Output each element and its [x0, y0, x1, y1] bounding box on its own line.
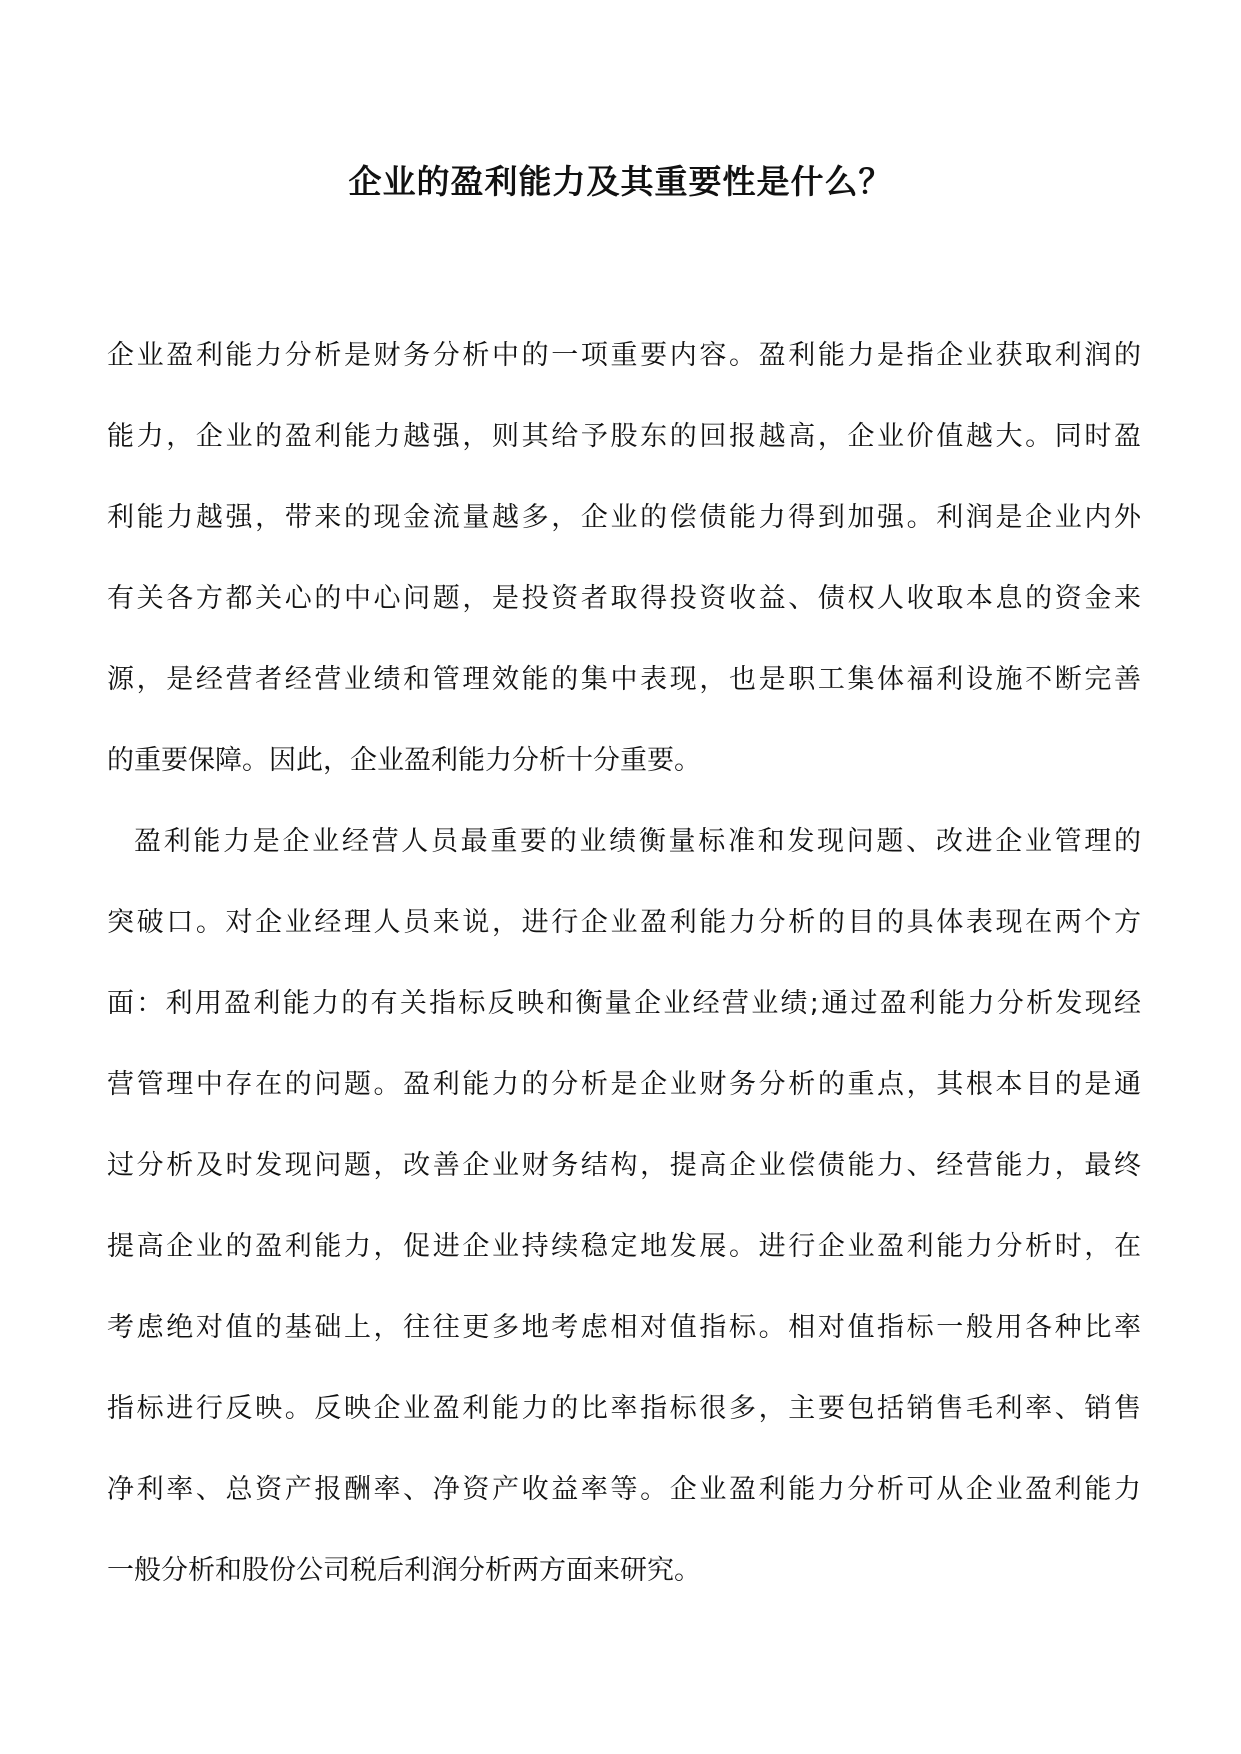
paragraph-line: 面：利用盈利能力的有关指标反映和衡量企业经营业绩;通过盈利能力分析发现经 [107, 988, 1141, 1019]
paragraph-line: 突破口。对企业经理人员来说，进行企业盈利能力分析的目的具体表现在两个方 [107, 907, 1141, 938]
paragraph-line: 指标进行反映。反映企业盈利能力的比率指标很多，主要包括销售毛利率、销售 [107, 1393, 1141, 1424]
paragraph-line: 的重要保障。因此，企业盈利能力分析十分重要。 [107, 745, 701, 776]
paragraph-line: 一般分析和股份公司税后利润分析两方面来研究。 [107, 1555, 701, 1586]
paragraph-line: 利能力越强，带来的现金流量越多，企业的偿债能力得到加强。利润是企业内外 [107, 502, 1141, 533]
document-title: 企业的盈利能力及其重要性是什么？ [348, 162, 893, 201]
paragraph-line: 有关各方都关心的中心问题，是投资者取得投资收益、债权人收取本息的资金来 [107, 583, 1141, 614]
paragraph-1 [107, 340, 1141, 826]
paragraph-line: 企业盈利能力分析是财务分析中的一项重要内容。盈利能力是指企业获取利润的 [107, 340, 1141, 371]
paragraph-line: 考虑绝对值的基础上，往往更多地考虑相对值指标。相对值指标一般用各种比率 [107, 1312, 1141, 1343]
paragraph-line: 净利率、总资产报酬率、净资产收益率等。企业盈利能力分析可从企业盈利能力 [107, 1474, 1141, 1505]
paragraph-line: 营管理中存在的问题。盈利能力的分析是企业财务分析的重点，其根本目的是通 [107, 1069, 1141, 1100]
paragraph-2 [107, 826, 1141, 1636]
paragraph-line: 盈利能力是企业经营人员最重要的业绩衡量标准和发现问题、改进企业管理的 [134, 826, 1141, 857]
paragraph-line: 能力，企业的盈利能力越强，则其给予股东的回报越高，企业价值越大。同时盈 [107, 421, 1141, 452]
document-body [107, 340, 1141, 1636]
paragraph-line: 过分析及时发现问题，改善企业财务结构，提高企业偿债能力、经营能力，最终 [107, 1150, 1141, 1181]
paragraph-line: 提高企业的盈利能力，促进企业持续稳定地发展。进行企业盈利能力分析时，在 [107, 1231, 1141, 1262]
paragraph-line: 源，是经营者经营业绩和管理效能的集中表现，也是职工集体福利设施不断完善 [107, 664, 1141, 695]
